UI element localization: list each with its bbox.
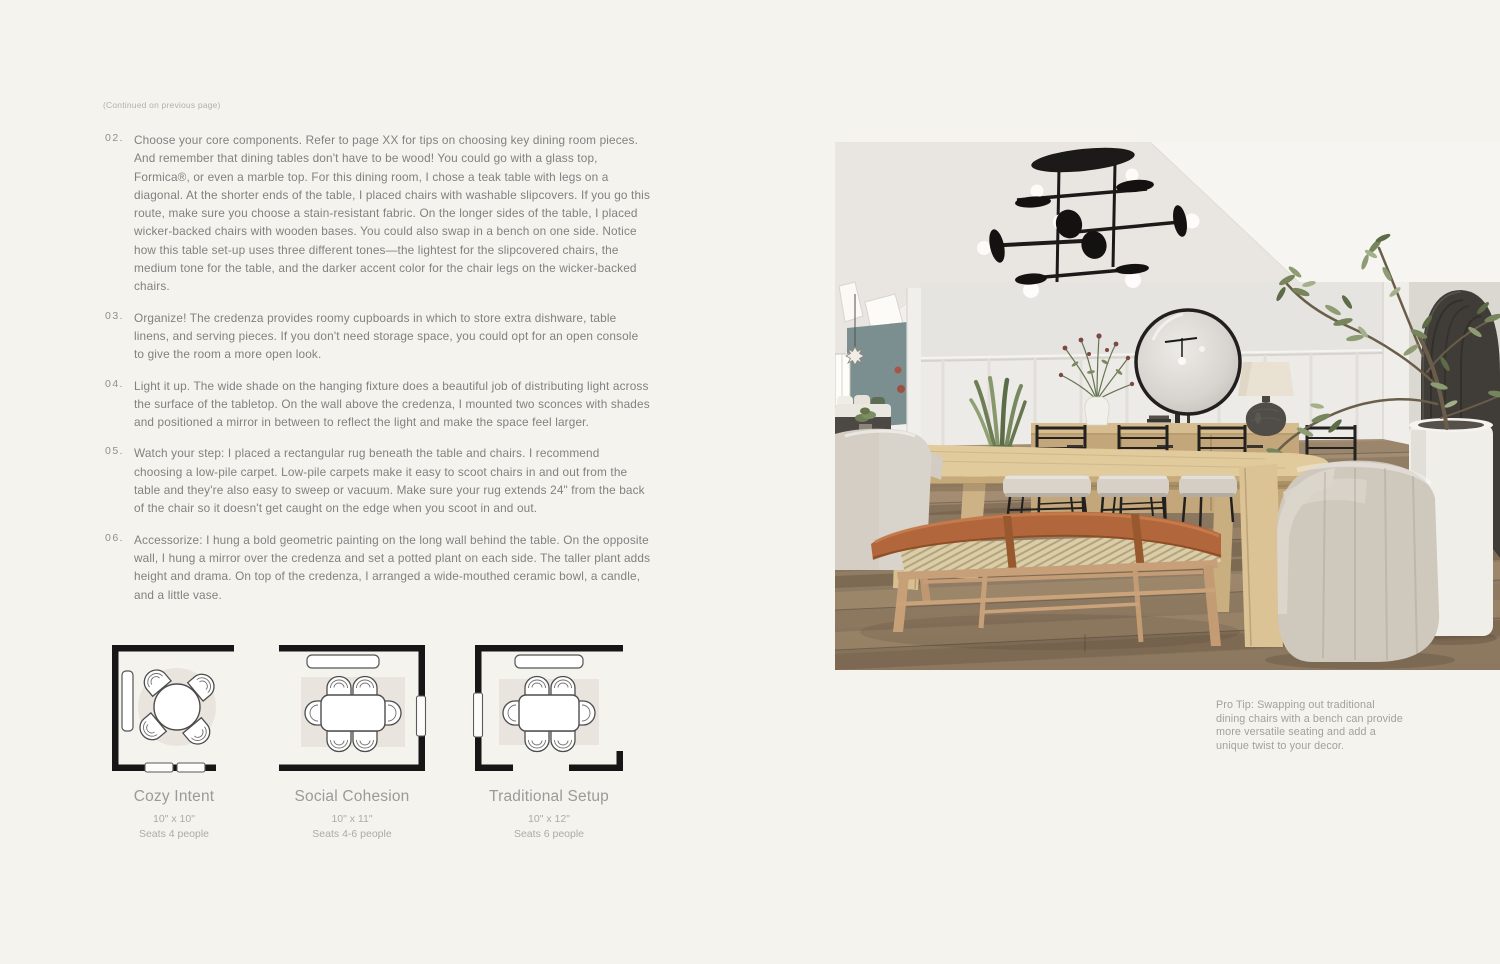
floor-plan-diagram-1	[109, 641, 239, 775]
barrel-chair-right	[1277, 461, 1439, 663]
plan-seats: Seats 4 people	[138, 828, 210, 840]
floor-plan-diagram-3	[473, 641, 625, 775]
step-number: 06.	[105, 531, 125, 544]
plan-title: Traditional Setup	[488, 788, 609, 805]
plan-door-panel	[417, 696, 426, 736]
dining-room-photo	[835, 142, 1500, 670]
plan-size: 10" x 12"	[528, 813, 570, 825]
round-mirror	[1136, 310, 1240, 414]
step-item	[105, 309, 651, 364]
floor-plan-diagram-2	[277, 641, 427, 775]
floor-plan-social-cohesion	[275, 641, 429, 840]
plan-console	[122, 671, 133, 731]
step-text: Choose your core components. Refer to page XX for tips on choosing key dining room pieces. And remember that dining tables don't have to be wood! You could go with a glass top, Formica®, or even a marble top. For this dining room, I chose a teak table with legs on a diagonal. At the shorter ends of the table, I placed chairs with washable slipcovers. If you go this route, make sure you choose a stain-resistant fabric. On the longer sides of the table, I placed wicker-backed chairs with wooden bases. You could also swap in a bench on one side. Notice how this table set-up uses three different tones—the lightest for the slipcovered chairs, the medium tone for the table, and the darker accent color for the chair legs on the wicker-backed chairs.	[134, 133, 650, 294]
plan-table	[321, 695, 385, 731]
step-number: 02.	[105, 132, 125, 144]
wall-corner-column	[1383, 282, 1409, 452]
pro-tip: Pro Tip: Swapping out traditional dining chairs with a bench can provide more versatile seating and add a unique twist to your decor.	[1216, 699, 1403, 752]
plan-size: 10" x 10"	[153, 813, 195, 825]
plan-credenza	[515, 655, 583, 668]
step-item	[105, 531, 651, 604]
plan-title: Social Cohesion	[294, 788, 410, 805]
floor-plan-cozy-intent	[109, 641, 239, 840]
dining-room-render	[835, 142, 1500, 670]
plan-table	[154, 684, 200, 730]
plan-table	[519, 695, 579, 731]
plan-credenza	[307, 655, 379, 668]
step-text: Organize! The credenza provides roomy cupboards in which to store extra dishware, table linens, and serving pieces. If you don't need storage space, you could opt for an open console to give the room a more open look.	[134, 310, 639, 362]
continued-note: (Continued on previous page)	[103, 100, 221, 110]
step-number: 03.	[105, 309, 125, 322]
floor-plan-traditional-setup	[471, 641, 627, 840]
floor-plans-row	[105, 641, 651, 851]
plan-size: 10" x 11"	[331, 813, 373, 825]
step-item	[105, 131, 651, 296]
steps-list	[105, 131, 651, 617]
step-text: Watch your step: I placed a rectangular rug beneath the table and chairs. I recommend choosing a low-pile carpet. Low-pile carpets make it easy to scoot chairs in and out from the table and they're also easy to sweep or vacuum. Make sure your rug extends 24" from the back of the chair so it doesn't get caught on the edge when you scoot in and out.	[134, 446, 645, 516]
wall-decor	[897, 385, 905, 393]
step-item	[105, 444, 651, 517]
plan-title: Cozy Intent	[133, 788, 215, 805]
step-text: Light it up. The wide shade on the hanging fixture does a beautiful job of distributing light across the surface of the tabletop. On the wall above the credenza, I mounted two sconces with shades and positioned a mirror in between to reflect the light and make the space feel larger.	[134, 378, 650, 430]
plan-seats: Seats 6 people	[513, 828, 585, 840]
doorway-column	[907, 288, 921, 452]
step-number: 04.	[105, 377, 125, 390]
step-item	[105, 377, 651, 432]
plan-door-panel	[474, 693, 483, 737]
plan-seats: Seats 4-6 people	[312, 828, 392, 840]
star-pendant	[846, 347, 864, 365]
wall-decor	[895, 367, 902, 374]
step-text: Accessorize: I hung a bold geometric painting on the long wall behind the table. On the opposite wall, I hung a mirror over the credenza and set a potted plant on each side. The taller plant adds height and drama. On top of the credenza, I arranged a wide-mouthed ceramic bowl, a candle, and a little vase.	[134, 532, 651, 602]
step-number: 05.	[105, 445, 125, 458]
